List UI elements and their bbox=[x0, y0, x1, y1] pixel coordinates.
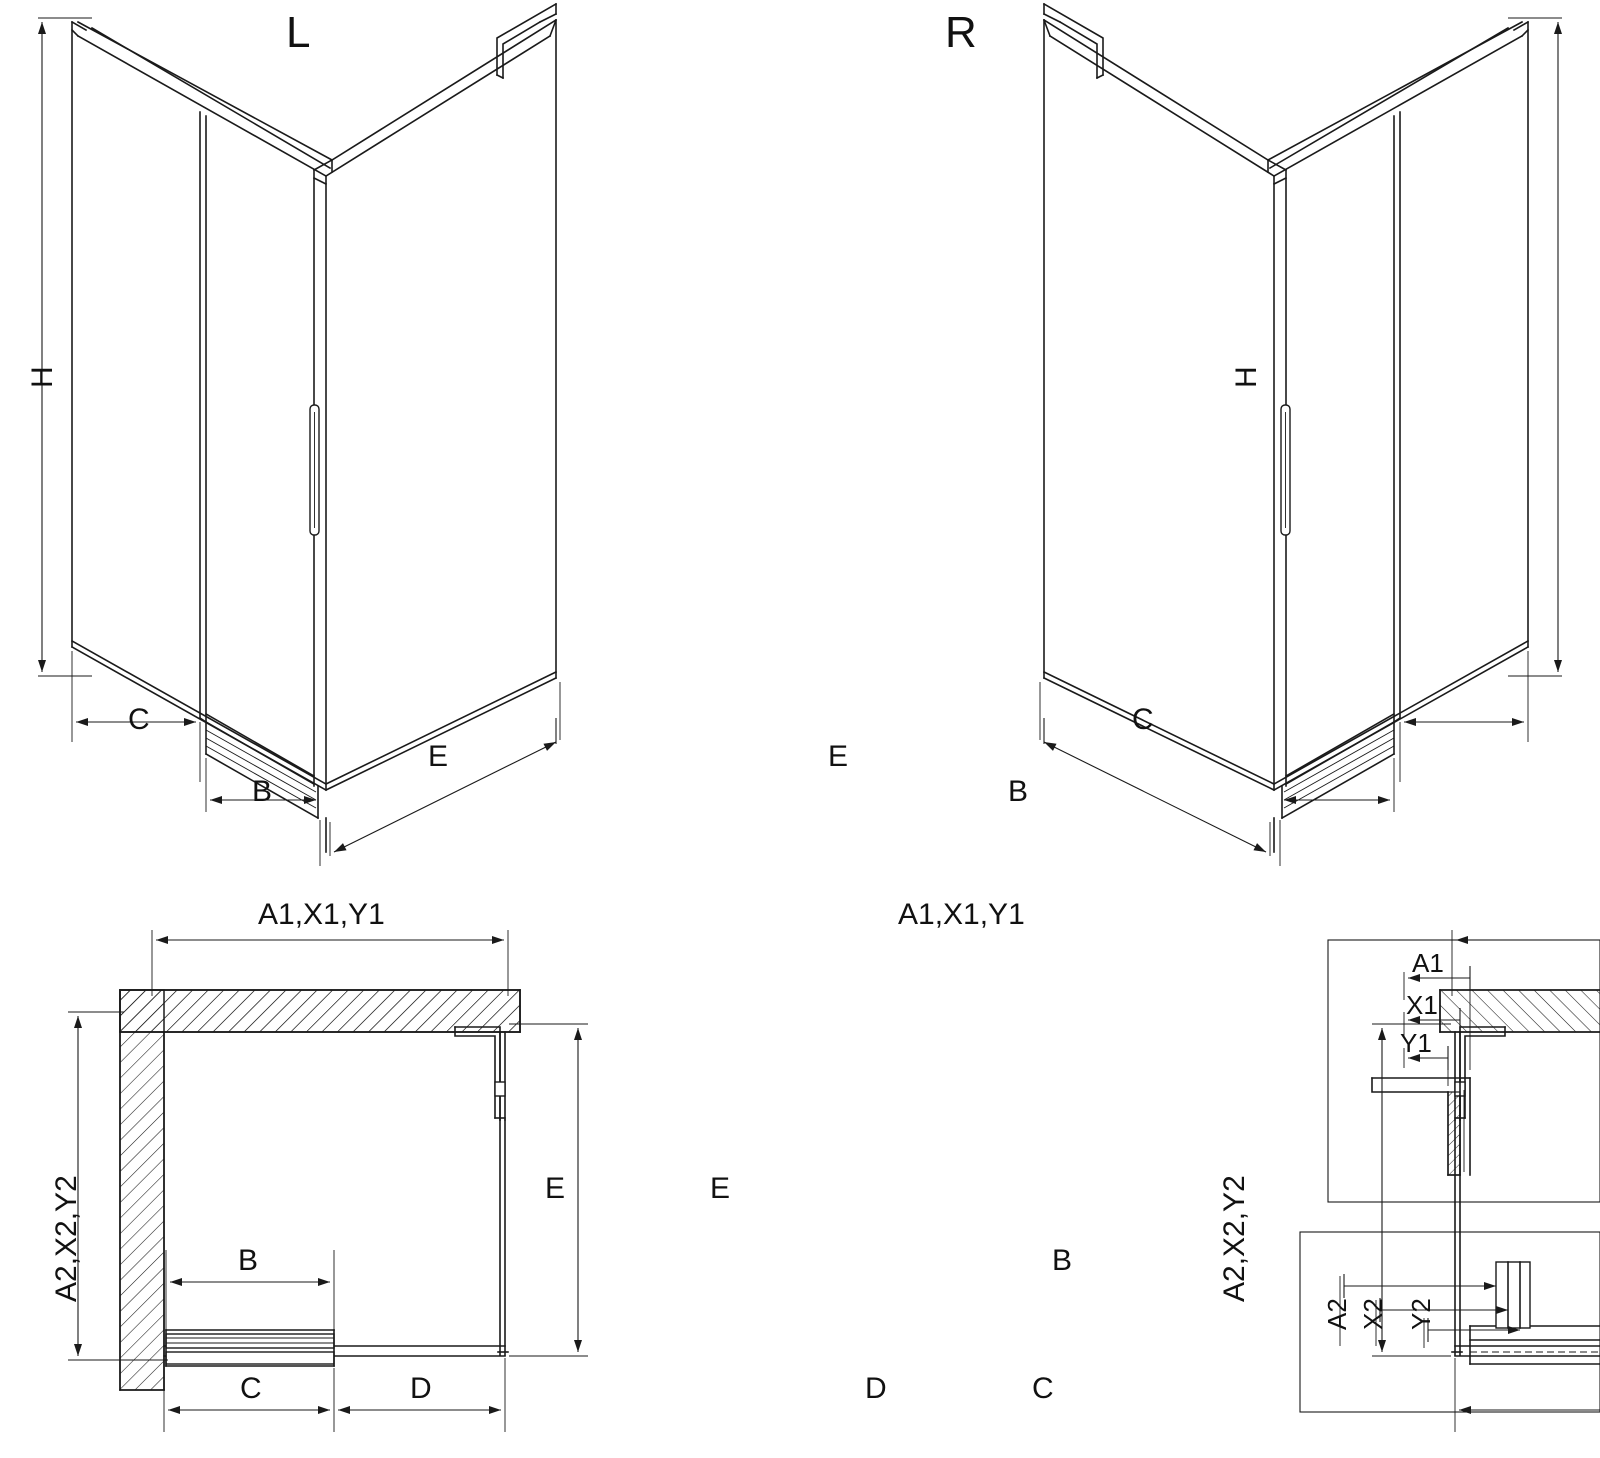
detail-top-y1-label: Y1 bbox=[1400, 1028, 1432, 1058]
iso-left-group bbox=[38, 4, 560, 866]
plan-right-c-label: C bbox=[1032, 1372, 1054, 1405]
plan-right-d-label: D bbox=[865, 1372, 887, 1405]
plan-right-side-dim-label: A2,X2,Y2 bbox=[1218, 1175, 1251, 1302]
iso-right-b-label: B bbox=[1008, 775, 1029, 808]
plan-right-top-dim-label: A1,X1,Y1 bbox=[898, 898, 1025, 931]
iso-left-height-label: H bbox=[26, 366, 59, 388]
iso-left-b-label: B bbox=[252, 775, 273, 808]
detail-bottom-a2-label: A2 bbox=[1322, 1298, 1352, 1330]
detail-top-a1-label: A1 bbox=[1412, 948, 1444, 978]
iso-left-e-label: E bbox=[428, 740, 449, 773]
plan-left-top-dim-label: A1,X1,Y1 bbox=[258, 898, 385, 931]
iso-right-e-label: E bbox=[828, 740, 849, 773]
plan-left-group bbox=[68, 930, 588, 1432]
iso-right-group bbox=[1040, 4, 1562, 866]
plan-left-side-dim-label: A2,X2,Y2 bbox=[50, 1175, 83, 1302]
iso-right-height-label: H bbox=[1230, 366, 1263, 388]
iso-right-c-label: C bbox=[1132, 703, 1154, 736]
plan-right-b-label: B bbox=[1052, 1244, 1073, 1277]
plan-left-c-label: C bbox=[240, 1372, 262, 1405]
plan-left-b-label: B bbox=[238, 1244, 259, 1277]
detail-top-group bbox=[1328, 940, 1600, 1202]
iso-right-title: R bbox=[945, 8, 977, 57]
iso-left-c-label: C bbox=[128, 703, 150, 736]
plan-left-e-label: E bbox=[545, 1172, 566, 1205]
plan-right-e-label: E bbox=[710, 1172, 731, 1205]
detail-top-x1-label: X1 bbox=[1406, 990, 1438, 1020]
detail-bottom-x2-label: X2 bbox=[1358, 1298, 1388, 1330]
iso-left-title: L bbox=[286, 8, 311, 57]
plan-left-d-label: D bbox=[410, 1372, 432, 1405]
detail-bottom-y2-label: Y2 bbox=[1406, 1298, 1436, 1330]
